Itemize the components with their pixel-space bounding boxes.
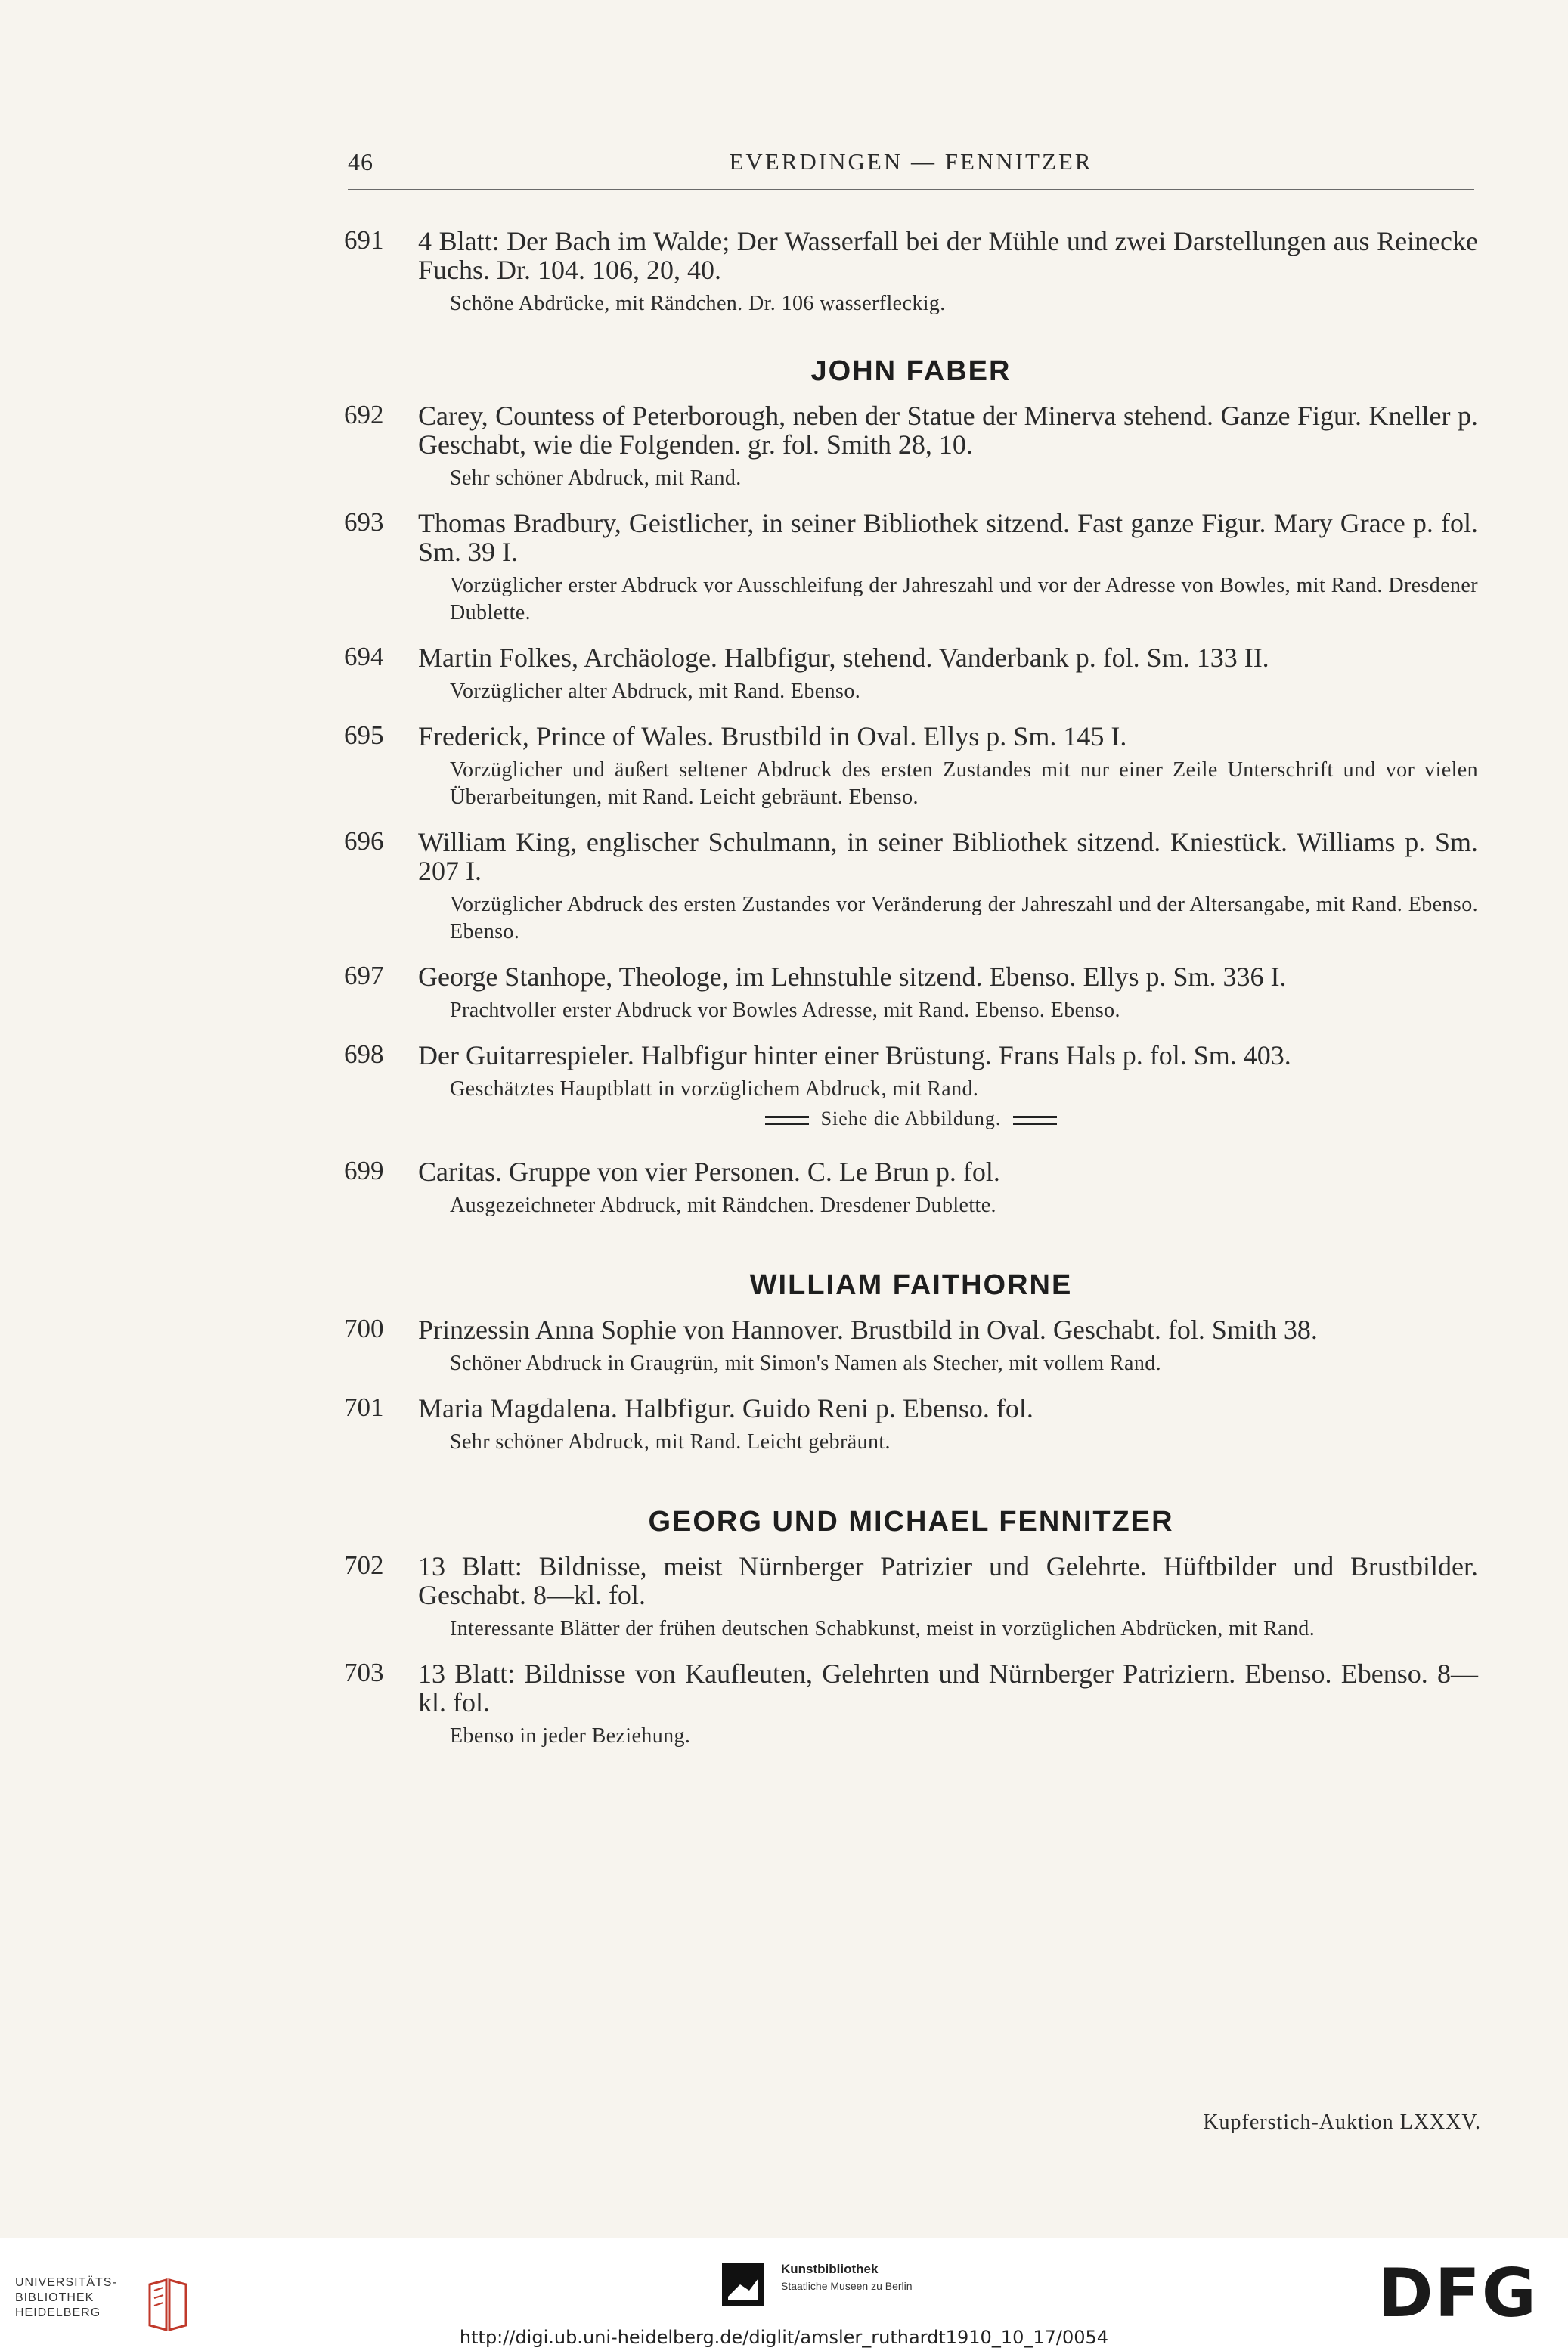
lot-description: Thomas Bradbury, Geistlicher, in seiner Bibliothek sitzend. Fast ganze Figur. Mary Grace p. fol. Sm. 39 I.: [418, 508, 1478, 567]
lot-description: Carey, Countess of Peterborough, neben der Statue der Minerva stehend. Ganze Figur. Kneller p. Geschabt, wie die Folgenden. gr. fol. Smith 28, 10.: [418, 401, 1478, 460]
lot-description: Der Guitarrespieler. Halbfigur hinter einer Brüstung. Frans Hals p. fol. Sm. 403.: [418, 1040, 1291, 1070]
double-rule-left: [765, 1116, 809, 1125]
library-mark-icon: [144, 2277, 192, 2334]
section-title-fennitzer: GEORG UND MICHAEL FENNITZER: [648, 1506, 1174, 1538]
lot-description: 4 Blatt: Der Bach im Walde; Der Wasserfall bei der Mühle und zwei Darstellungen aus Reinecke Fuchs. Dr. 104. 106, 20, 40.: [418, 226, 1478, 285]
lot-note: Schöne Abdrücke, mit Rändchen. Dr. 106 wasserfleckig.: [450, 292, 946, 315]
kunstbibliothek-icon: [722, 2263, 764, 2306]
digitization-footer: [0, 2238, 1568, 2351]
catalog-entry: [344, 227, 1478, 317]
lot-number: 691: [344, 225, 384, 255]
section-title-faithorne: WILLIAM FAITHORNE: [749, 1269, 1073, 1301]
lot-note: Vorzüglicher und äußert seltener Abdruck des ersten Zustandes mit nur einer Zeile Unterschrift und vor vielen Überarbeitungen, mit Rand. Leicht gebräunt. Ebenso.: [450, 758, 1478, 809]
see-figure-note: [344, 1107, 1478, 1130]
lot-description: Caritas. Gruppe von vier Personen. C. Le Brun p. fol.: [418, 1157, 1000, 1187]
lot-number: 695: [344, 720, 384, 750]
lot-number: 697: [344, 961, 384, 990]
lot-description: 13 Blatt: Bildnisse, meist Nürnberger Patrizier und Gelehrte. Hüftbilder und Brustbilder. Geschabt. 8—kl. fol.: [418, 1551, 1478, 1610]
catalog-entry: [344, 1552, 1478, 1643]
lot-note: Geschätztes Hauptblatt in vorzüglichem Abdruck, mit Rand.: [450, 1077, 979, 1101]
lot-number: 702: [344, 1550, 384, 1580]
lot-number: 693: [344, 507, 384, 537]
dfg-logo[interactable]: DFG: [1377, 2254, 1538, 2332]
lot-number: 692: [344, 400, 384, 429]
lot-description: Maria Magdalena. Halbfigur. Guido Reni p. Ebenso. fol.: [418, 1393, 1033, 1423]
lot-note: Vorzüglicher Abdruck des ersten Zustandes vor Veränderung der Jahreszahl und der Altersangabe, mit Rand. Ebenso. Ebenso.: [450, 893, 1478, 943]
lot-note: Vorzüglicher alter Abdruck, mit Rand. Ebenso.: [450, 680, 861, 703]
lot-note: Sehr schöner Abdruck, mit Rand.: [450, 466, 742, 490]
lot-number: 703: [344, 1658, 384, 1687]
catalog-entry: [344, 1394, 1478, 1456]
kunstbibliothek-title: Kunstbibliothek: [781, 2262, 879, 2276]
lot-note: Ausgezeichneter Abdruck, mit Rändchen. Dresdener Dublette.: [450, 1194, 996, 1217]
lot-note: Schöner Abdruck in Graugrün, mit Simon's Namen als Stecher, mit vollem Rand.: [450, 1352, 1162, 1375]
running-head: EVERDINGEN — FENNITZER: [729, 148, 1093, 175]
lot-note: Interessante Blätter der frühen deutschen Schabkunst, meist in vorzüglichen Abdrücken, mit Rand.: [450, 1617, 1315, 1640]
catalog-entry: [344, 1659, 1478, 1750]
university-logo-text: UNIVERSITÄTS- BIBLIOTHEK HEIDELBERG: [15, 2276, 117, 2319]
lot-description: Prinzessin Anna Sophie von Hannover. Brustbild in Oval. Geschabt. fol. Smith 38.: [418, 1315, 1318, 1345]
lot-number: 701: [344, 1392, 384, 1422]
catalog-content: [344, 227, 1478, 1767]
catalog-entry: [344, 401, 1478, 492]
page-header: [348, 144, 1474, 197]
lot-number: 698: [344, 1039, 384, 1069]
lot-description: George Stanhope, Theologe, im Lehnstuhle sitzend. Ebenso. Ellys p. Sm. 336 I.: [418, 962, 1287, 992]
lot-description: 13 Blatt: Bildnisse von Kaufleuten, Gelehrten und Nürnberger Patriziern. Ebenso. Ebenso. 8—kl. fol.: [418, 1659, 1478, 1718]
kunstbibliothek-logo[interactable]: [722, 2259, 964, 2319]
catalog-entry: [344, 962, 1478, 1024]
catalog-entry: [344, 1315, 1478, 1377]
lot-note: Vorzüglicher erster Abdruck vor Ausschleifung der Jahreszahl und vor der Adresse von Bowles, mit Rand. Dresdener Dublette.: [450, 574, 1478, 624]
permalink-url[interactable]: http://digi.ub.uni-heidelberg.de/diglit/amsler_ruthardt1910_10_17/0054: [459, 2327, 1109, 2348]
catalog-entry: [344, 722, 1478, 811]
lot-note: Sehr schöner Abdruck, mit Rand. Leicht gebräunt.: [450, 1430, 891, 1454]
lot-description: Martin Folkes, Archäologe. Halbfigur, stehend. Vanderbank p. fol. Sm. 133 II.: [418, 643, 1269, 673]
see-figure-text: Siehe die Abbildung.: [820, 1107, 1002, 1129]
lot-note: Prachtvoller erster Abdruck vor Bowles Adresse, mit Rand. Ebenso. Ebenso.: [450, 999, 1120, 1022]
kunstbibliothek-subtitle: Staatliche Museen zu Berlin: [781, 2280, 913, 2292]
lot-number: 696: [344, 826, 384, 856]
catalog-entry: [344, 643, 1478, 705]
lot-number: 694: [344, 642, 384, 671]
page-number: 46: [348, 148, 373, 175]
lot-description: William King, englischer Schulmann, in seiner Bibliothek sitzend. Kniestück. Williams p. Sm. 207 I.: [418, 827, 1478, 886]
catalog-entry: [344, 828, 1478, 946]
header-rule: [348, 189, 1474, 190]
lot-description: Frederick, Prince of Wales. Brustbild in Oval. Ellys p. Sm. 145 I.: [418, 721, 1127, 751]
catalog-entry: [344, 1157, 1478, 1219]
lot-number: 700: [344, 1314, 384, 1343]
catalog-entry: [344, 509, 1478, 627]
lot-note: Ebenso in jeder Beziehung.: [450, 1724, 691, 1748]
double-rule-right: [1013, 1116, 1057, 1125]
section-title-faber: JOHN FABER: [810, 355, 1012, 387]
catalog-entry: [344, 1041, 1478, 1103]
auction-footer-note: Kupferstich-Auktion LXXXV.: [1203, 2111, 1481, 2134]
lot-number: 699: [344, 1156, 384, 1185]
